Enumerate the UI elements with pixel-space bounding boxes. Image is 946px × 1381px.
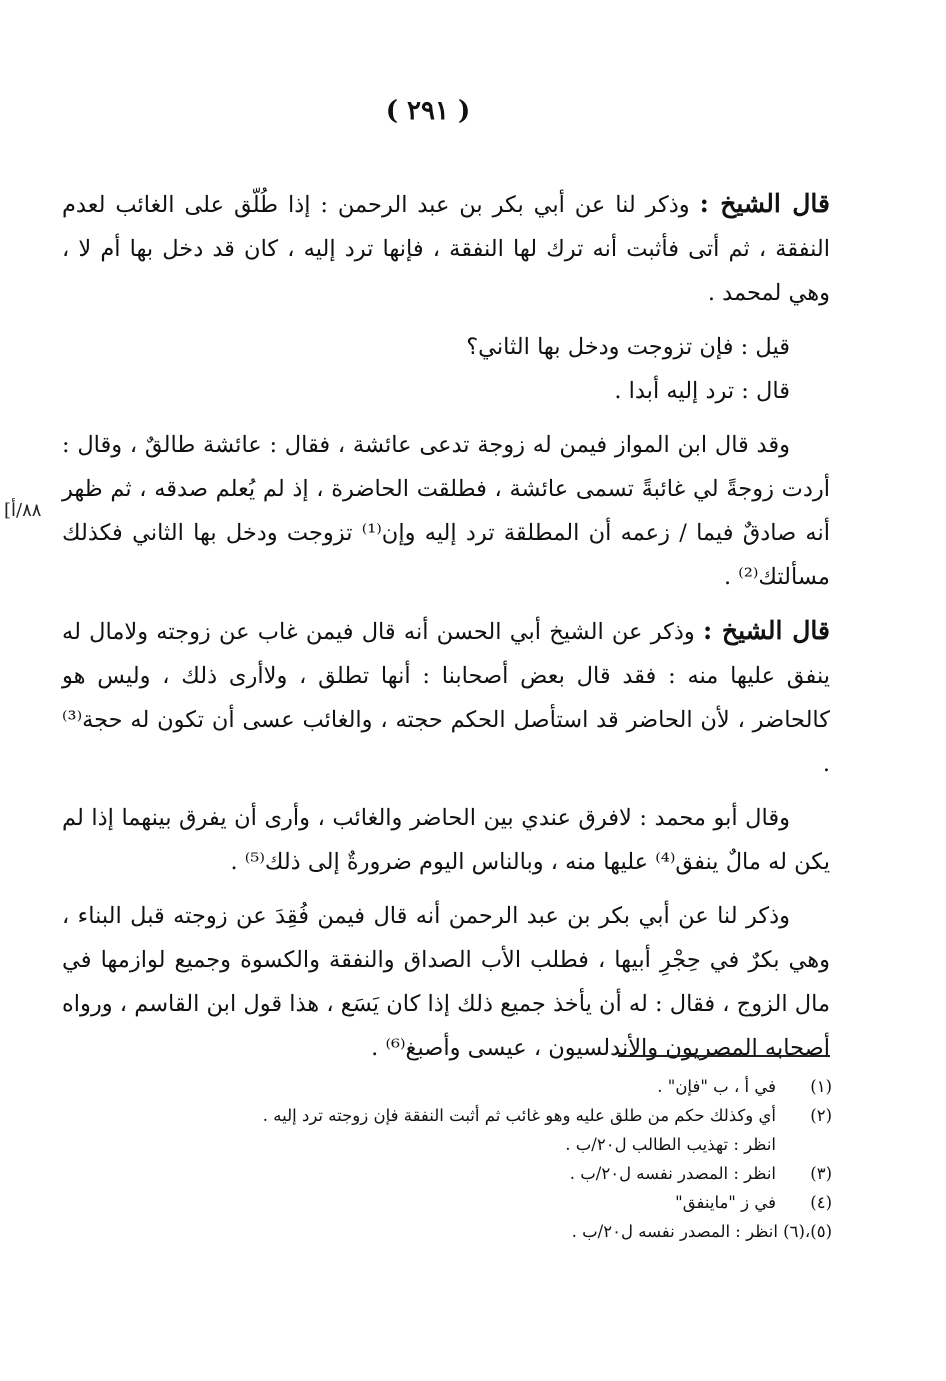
paragraph-4 xyxy=(62,423,830,599)
footnote-divider xyxy=(618,1055,830,1057)
footnote-text: في ز "ماينفق" xyxy=(675,1193,776,1212)
main-text xyxy=(62,182,830,1080)
footnote-text: انظر : المصدر نفسه ل٢٠/ب . xyxy=(571,1222,784,1241)
footnote-5-6 xyxy=(150,1217,832,1246)
paragraph-text: وقد قال ابن المواز فيمن له زوجة تدعى عائشة ، فقال : عائشة طالقٌ ، وقال : أردت زوجةً لي غائبةً تسمى عائشة ، فطلقت الحاضرة ، إذ لم يُعلم صدقه ، ثم ظهر أنه صادقٌ فيما / زعمه أن المطلقة ترد إليه وإن⁽¹⁾ تزوجت ودخل بها الثاني فكذلك مسألتك⁽²⁾ . xyxy=(62,432,831,590)
paragraph-7 xyxy=(62,894,830,1070)
footnote-number: (٣) xyxy=(810,1164,832,1183)
paragraph-5 xyxy=(62,609,830,786)
paragraph-text: وذكر لنا عن أبي بكر بن عبد الرحمن أنه قال فيمن فُقِدَ عن زوجته قبل البناء ، وهي بكرٌ في حِجْرِ أبيها ، فطلب الأب الصداق والنفقة والكسوة وجميع لوازمها في مال الزوج ، فقال : له أن يأخذ جميع ذلك إذا كان يَسَع ، هذا قول ابن القاسم ، ورواه أصحابه المصريون والأندلسيون ، عيسى وأصبغ⁽⁶⁾ . xyxy=(62,903,830,1061)
footnote-number: (٤) xyxy=(810,1193,832,1212)
footnote-4 xyxy=(150,1188,832,1217)
footnote-number: (٢) xyxy=(810,1106,832,1125)
footnote-text: أي وكذلك حكم من طلق عليه وهو غائب ثم أثبت النفقة فإن زوجته ترد إليه . xyxy=(262,1106,776,1125)
page-number: ( ٢٩١ ) xyxy=(385,96,471,126)
paragraph-6 xyxy=(62,796,830,884)
footnotes xyxy=(150,1072,832,1246)
paragraph-text: قال : ترد إليه أبدا . xyxy=(614,378,790,404)
paragraph-text: وذكر عن الشيخ أبي الحسن أنه قال فيمن غاب عن زوجته ولامال له ينفق عليها منه : فقد قال بعض أصحابنا : أنها تطلق ، ولاأرى ذلك ، وليس هو كالحاضر ، لأن الحاضر قد استأصل الحكم حجته ، والغائب عسى أن تكون له حجة⁽³⁾ . xyxy=(62,619,830,777)
paragraph-3 xyxy=(62,369,830,413)
footnote-2-continuation: انظر : تهذيب الطالب ل٢٠/ب . xyxy=(565,1135,776,1154)
paragraph-lead: قال الشيخ : xyxy=(699,189,830,218)
footnote-text: في أ ، ب "فإن" . xyxy=(657,1077,776,1096)
footnote-1 xyxy=(150,1072,832,1101)
paragraph-text: قيل : فإن تزوجت ودخل بها الثاني؟ xyxy=(466,334,790,360)
footnote-number: (٥)،(٦) xyxy=(783,1222,832,1241)
footnote-2 xyxy=(150,1101,832,1130)
footnote-text: انظر : المصدر نفسه ل٢٠/ب . xyxy=(569,1164,776,1183)
paragraph-text: وقال أبو محمد : لافرق عندي بين الحاضر والغائب ، وأرى أن يفرق بينهما إذا لم يكن له مالٌ ينفق⁽⁴⁾ عليها منه ، وبالناس اليوم ضرورةٌ إلى ذلك⁽⁵⁾ . xyxy=(62,805,830,875)
footnote-3 xyxy=(150,1159,832,1188)
paragraph-2 xyxy=(62,325,830,369)
footnote-number: (١) xyxy=(810,1077,832,1096)
paragraph-text: وذكر لنا عن أبي بكر بن عبد الرحمن : إذا طُلّق على الغائب لعدم النفقة ، ثم أتى فأثبت أنه ترك لها النفقة ، فإنها ترد إليه ، كان قد دخل بها أم لا ، وهي لمحمد . xyxy=(62,192,830,306)
paragraph-1 xyxy=(62,182,830,315)
manuscript-folio-marker: [٨٨/أ xyxy=(4,500,42,521)
paragraph-lead: قال الشيخ : xyxy=(702,616,830,645)
